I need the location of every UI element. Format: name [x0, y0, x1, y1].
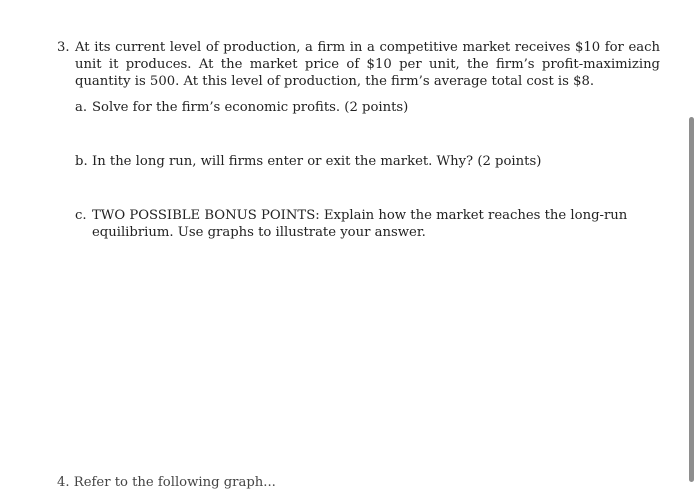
part-a-text: Solve for the firm’s economic profits. (2 points)	[92, 100, 409, 115]
part-b-text: In the long run, will firms enter or exit the market. Why? (2 points)	[92, 154, 542, 169]
question-number: 3.	[57, 40, 70, 55]
scrollbar-thumb[interactable]	[689, 117, 694, 482]
next-question-fragment: 4. Refer to the following graph...	[57, 475, 276, 490]
question-text: At its current level of production, a firm in a competitive market receives $10 for each unit it produces. At the market price of $10 per unit, the firm’s profit-maximizing quantity is 500. At this level of production, the firm’s average total cost is $8.	[75, 40, 660, 89]
part-c-text: TWO POSSIBLE BONUS POINTS: Explain how the market reaches the long-run equilibrium. Use graphs to illustrate your answer.	[92, 208, 628, 240]
part-a	[75, 99, 635, 116]
part-b	[75, 153, 635, 170]
part-c-label: c.	[75, 208, 87, 223]
part-b-label: b.	[75, 154, 88, 169]
part-c	[75, 207, 660, 241]
part-a-label: a.	[75, 100, 88, 115]
